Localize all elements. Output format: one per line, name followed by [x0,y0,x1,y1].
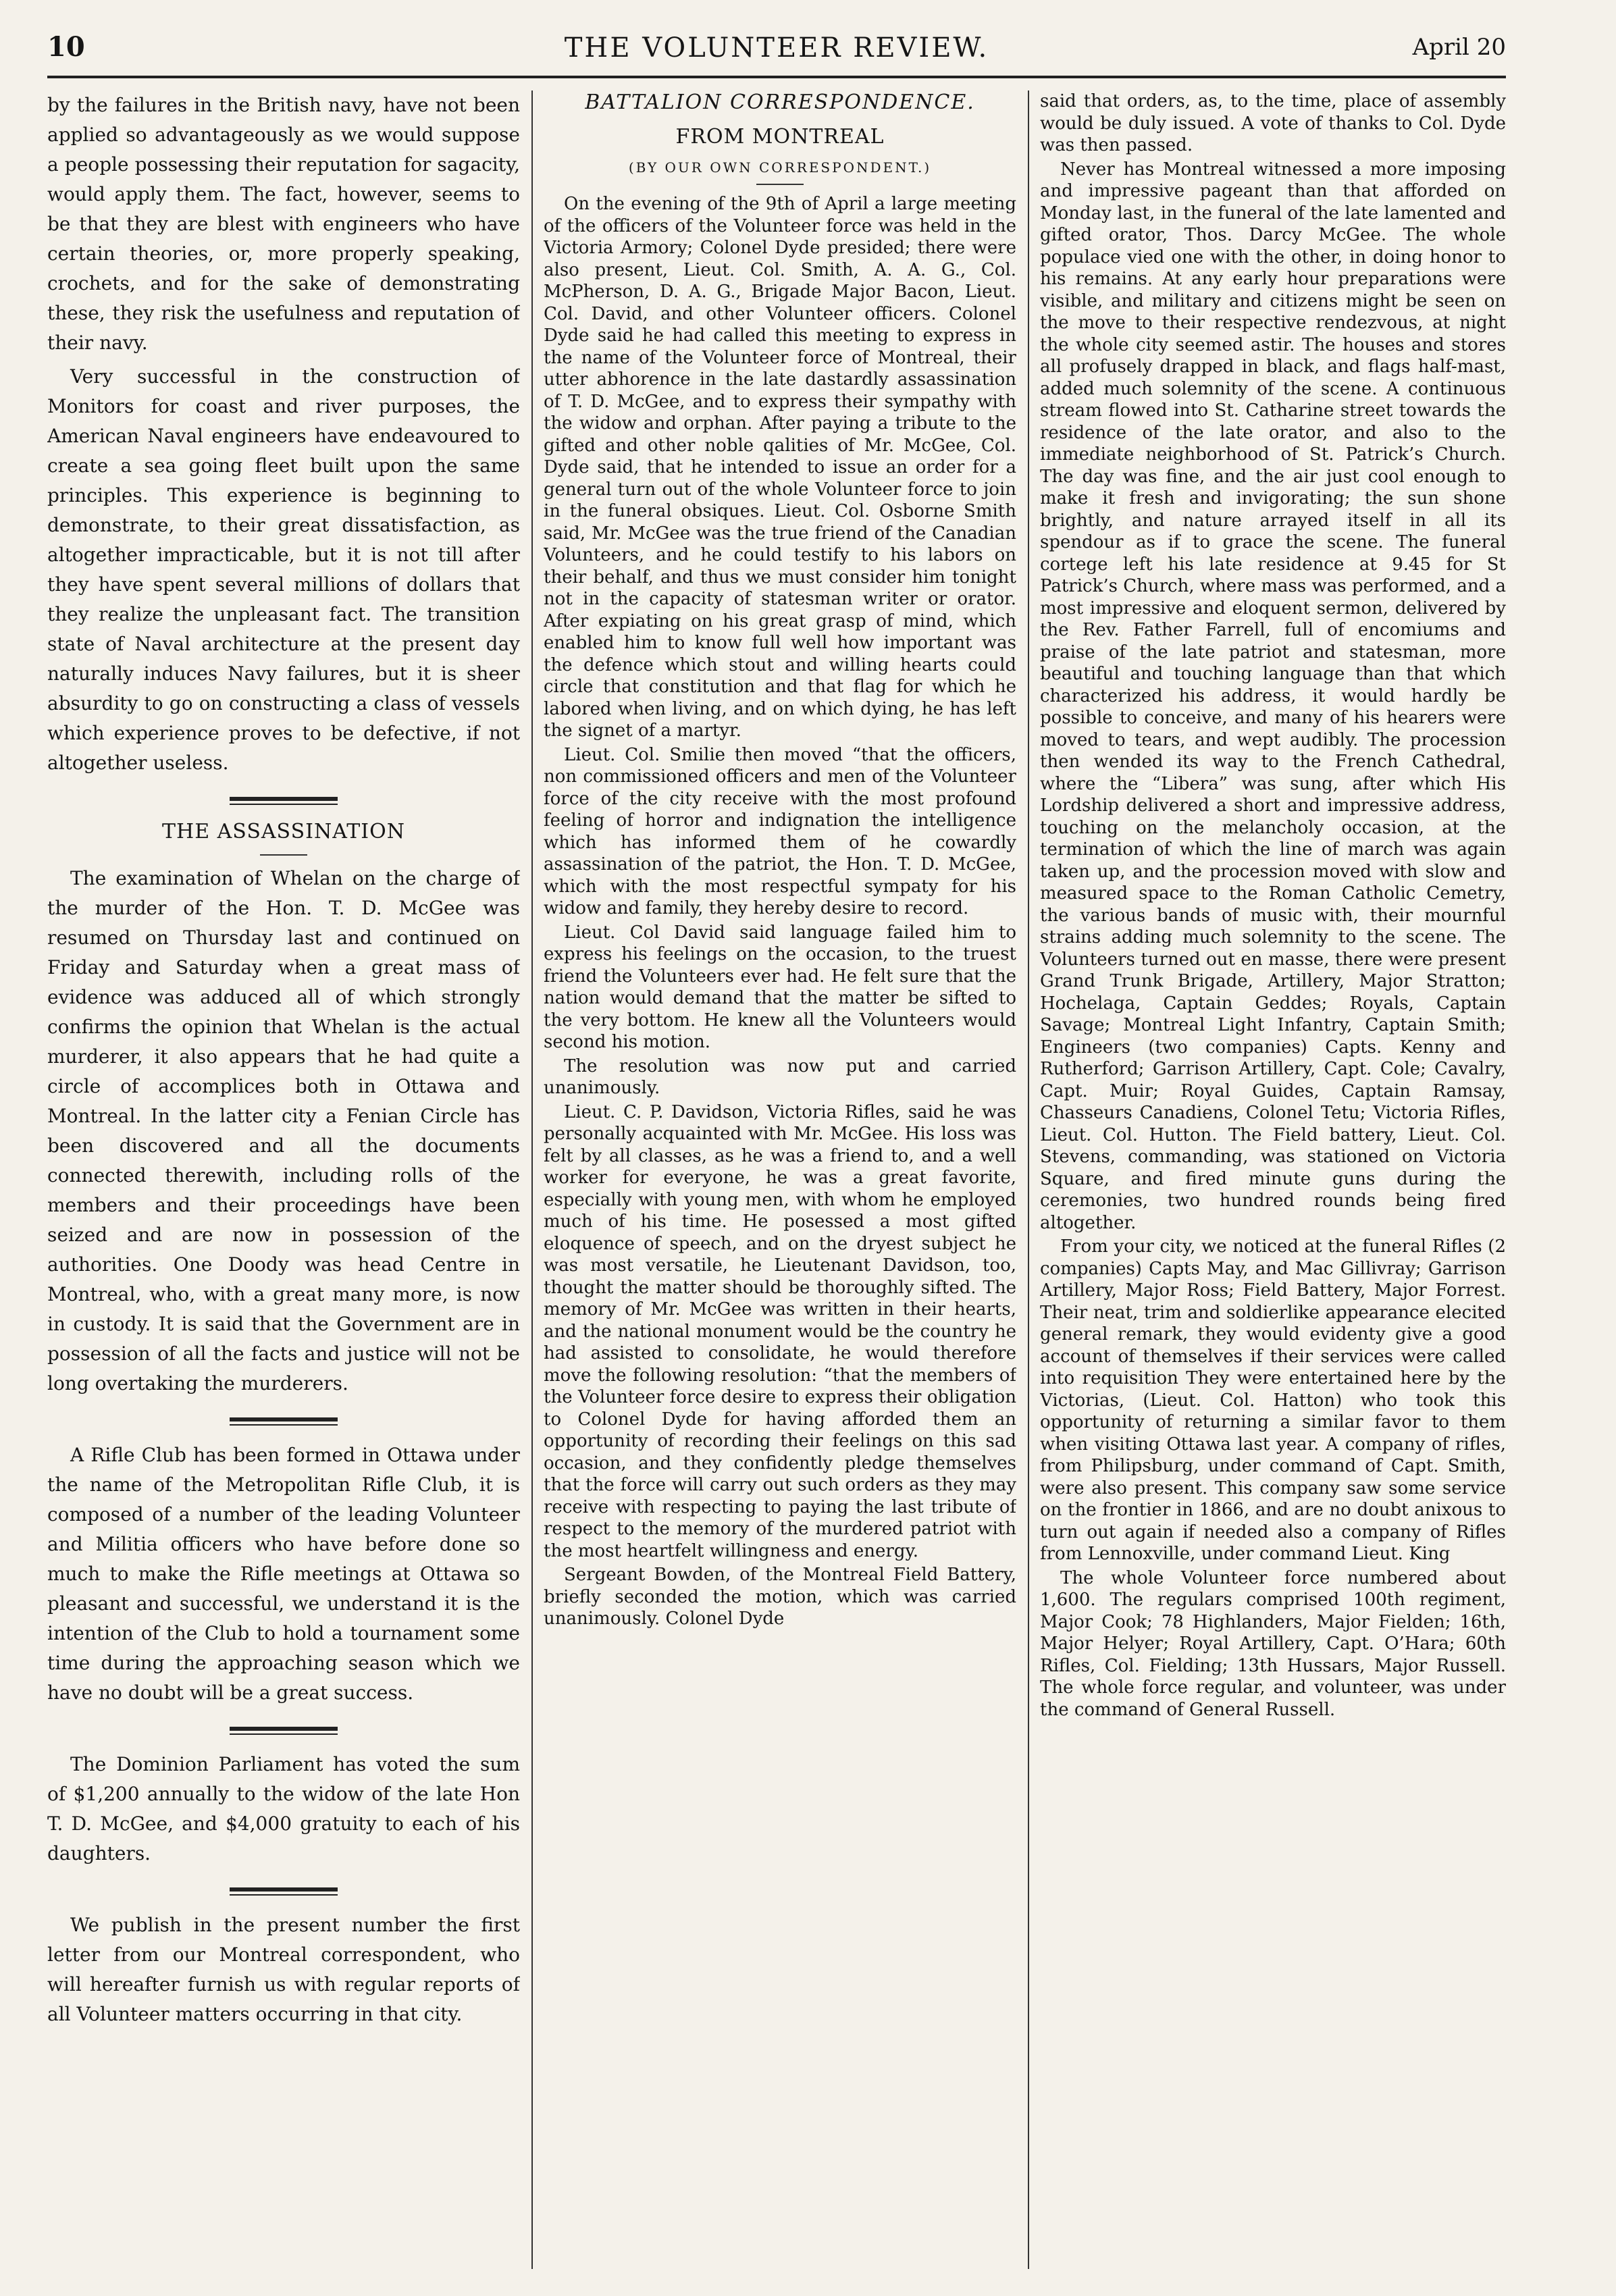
article-paragraph: The Dominion Parliament has voted the sum of $1,200 annually to the widow of the late Hon T. D. McGee, and $4,000 gratuity to each of his daughters. [47,1753,520,1864]
heading-rule [756,184,804,185]
article-paragraph: Sergeant Bowden, of the Montreal Field Battery, briefly seconded the motion, which was carried unanimously. Colonel Dyde [544,1565,1016,1629]
heading-rule [260,854,307,856]
issue-date: April 20 [1412,34,1506,61]
column-rule [531,90,533,2269]
section-divider [230,1887,338,1896]
section-heading: BATTALION CORRESPONDENCE. [585,90,975,114]
article-paragraph: Never has Montreal witnessed a more imposing and impressive pageant than that afforded on Monday last, in the funeral of the late lamented and gifted orator, Thos. Darcy McGee. The whole populace vied one with the other, in doing honor to his remains. At any early hour preparations were visible, and military and citizens might be seen on the move to their respective rendezvous, at night the whole city seemed astir. The houses and stores all profusely drapped in black, and flags half-mast, added much solemnity of the scene. A continuous stream flowed into St. Catharine street towards the residence of the late orator, and also to the immediate neighborhood of St. Patrick’s Church. The day was fine, and the air just cool enough to make it fresh and invigorating; the sun shone brightly, and nature arrayed itself in all its spendour as if to grace the scene. The funeral cortege left his late residence at 9.45 for St Patrick’s Church, where mass was performed, and a most impressive and eloquent sermon, delivered by the Rev. Father Farrell, full of encomiums and praise of the late patriot and statesman, more beautiful and touching language than that which characterized his address, it would hardly be possible to conceive, and many of his hearers were moved to tears, and wept audibly. The procession then wended its way to the French Cathedral, where the “Libera” was sung, after which His Lordship delivered a short and impressive address, touching on the melancholy occasion, at the termination of which the line of march was again taken up, and the procession moved with slow and measured space to the Roman Catholic Cemetry, the various bands of music with, their mournful strains adding much solemnity to the scene. The Volunteers turned out en masse, there were present Grand Trunk Brigade, Artillery, Major Stratton; Hochelaga, Captain Geddes; Royals, Captain Savage; Montreal Light Infantry, Captain Smith; Engineers (two companies) Capts. Kenny and Rutherford; Garrison Artillery, Capt. Cole; Cavalry, Capt. Muir; Royal Guides, Captain Ramsay, Chasseurs Canadiens, Colonel Tetu; Victoria Rifles, Lieut. Col. Hutton. The Field battery, Lieut. Col. Stevens, commanding, was stationed on Victoria Square, and fired minute guns during the ceremonies, two hundred rounds being fired altogether. [1040,159,1506,1233]
byline: (BY OUR OWN CORRESPONDENT.) [628,159,932,176]
column-middle [544,90,1016,2269]
section-divider [230,1727,338,1735]
article-paragraph: The whole Volunteer force numbered about 1,600. The regulars comprised 100th regiment, Major Cook; 78 Highlanders, Major Fielden; 16th, Major Helyer; Royal Artillery, Capt. O’Hara; 60th Rifles, Col. Fielding; 13th Hussars, Major Russell. The whole force regular, and volunteer, was under the command of General Russell. [1040,1567,1506,1720]
column-right [1040,90,1506,2269]
article-paragraph: We publish in the present number the first letter from our Montreal correspondent, who will hereafter furnish us with regular reports of all Volunteer matters occurring in that city. [47,1914,520,2025]
article-paragraph: On the evening of the 9th of April a large meeting of the officers of the Volunteer force was held in the Victoria Armory; Colonel Dyde presided; there were also present, Lieut. Col. Smith, A. A. G., Col. McPherson, D. A. G., Brigade Major Bacon, Lieut. Col. David, and other Volunteer officers. Colonel Dyde said he had called this meeting to express in the name of the Volunteer force of Montreal, their utter abhorence in the late dastardly assassination of T. D. McGee, and to express their sympathy with the widow and orphan. After paying a tribute to the gifted and other noble qalities of Mr. McGee, Col. Dyde said, that he intended to issue an order for a general turn out of the whole Volunteer force to join in the funeral obsiques. Lieut. Col. Osborne Smith said, Mr. McGee was the true friend of the Canadian Volunteers, and he could testify to his labors on their behalf, and thus we must consider him tonight not in the capacity of statesman writer or orator. After expiating on his great grasp of mind, which enabled him to know full well how important was the defence which stout and willing hearts could circle that constitution and that flag for which he labored when living, and on which dying, he has left the signet of a martyr. [544,194,1016,741]
article-paragraph: A Rifle Club has been formed in Ottawa under the name of the Metropolitan Rifle Club, it is composed of a number of the leading Volunteer and Militia officers who have before done so much to make the Rifle meetings at Ottawa so pleasant and successful, we understand it is the intention of the Club to hold a tournament some time during the approaching season which we have no doubt will be a great success. [47,1444,520,1704]
article-paragraph: said that orders, as, to the time, place of assembly would be duly issued. A vote of thanks to Col. Dyde was then passed. [1040,91,1506,155]
column-rule [1028,90,1029,2269]
page-header [47,27,1506,78]
section-divider [230,797,338,805]
article-paragraph: The resolution was now put and carried unanimously. [544,1055,1016,1098]
montreal-heading: FROM MONTREAL [675,125,885,149]
article-paragraph: Lieut. Col. Smilie then moved “that the officers, non commissioned officers and men of the Volunteer force of the city receive with the most profound feeling of horror and indignation the intelligence which has informed them of he cowardly assassination of the patriot, the Hon. T. D. McGee, which with the most respectful sympaty for his widow and family, they hereby desire to record. [544,744,1016,918]
article-paragraph: by the failures in the British navy, have not been applied so advantageously as we would suppose a people possessing their reputation for sagacity, would apply them. The fact, however, seems to be that they are blest with engineers who have certain theories, or, more properly speaking, crochets, and for the sake of demonstrating these, they risk the usefulness and reputation of their navy. [47,94,520,354]
article-paragraph: The examination of Whelan on the charge of the murder of the Hon. T. D. McGee was resumed on Thursday last and continued on Friday and Saturday when a great mass of evidence was adduced all of which strongly confirms the opinion that Whelan is the actual murderer, it also appears that he had quite a circle of accomplices both in Ottawa and Montreal. In the latter city a Fenian Circle has been discovered and all the documents connected therewith, including rolls of the members and their proceedings have been seized and are now in possession of the authorities. One Doody was head Centre in Montreal, who, with a great many more, is now in custody. It is said that the Government are in possession of all the facts and justice will not be long overtaking the murderers. [47,867,520,1394]
newspaper-page [47,27,1506,2269]
masthead: THE VOLUNTEER REVIEW. [564,32,989,63]
article-paragraph: Lieut. Col David said language failed him to express his feelings on the occasion, to the truest friend the Volunteers ever had. He felt sure that the nation would demand that the matter be sifted to the very bottom. He knew all the Volunteers would second his motion. [544,922,1016,1052]
section-divider [230,1417,338,1426]
article-paragraph: From your city, we noticed at the funeral Rifles (2 companies) Capts May, and Mac Gillivray; Garrison Artillery, Major Ross; Field Battery, Major Forrest. Their neat, trim and soldierlike appearance elecited general remark, they would evidenty give a good account of themselves if their services were called into requisition They were entertained here by the Victorias, (Lieut. Col. Hatton) who took this opportunity of returning a similar favor to them when visiting Ottawa last year. A company of rifles, from Philipsburg, under command of Capt. Smith, were also present. This company saw some service on the frontier in 1866, and are no doubt anixous to turn out again if needed also a company of Rifles from Lennoxville, under command Lieut. King [1040,1236,1506,1564]
article-paragraph: Very successful in the construction of Monitors for coast and river purposes, the American Naval engineers have endeavoured to create a sea going fleet built upon the same principles. This experience is beginning to demonstrate, to their great dissatisfaction, as altogether impracticable, but it is not till after they have spent several millions of dollars that they realize the unpleasant fact. The transition state of Naval architecture at the present day naturally induces Navy failures, but it is sheer absurdity to go on constructing a class of vessels which experience proves to be defective, if not altogether useless. [47,365,520,774]
assassination-heading: THE ASSASSINATION [162,820,405,843]
column-left [47,90,520,2269]
page-number: 10 [47,31,85,63]
columns [47,90,1506,2269]
article-paragraph: Lieut. C. P. Davidson, Victoria Rifles, said he was personally acquainted with Mr. McGee. His loss was felt by all classes, as he was a friend to, and a well worker for everyone, he was a great favorite, especially with young men, with whom he employed much of his time. He posessed a most gifted eloquence of speech, and on the dryest subject he was most versatile, he Lieutenant Davidson, too, thought the matter should be thoroughly sifted. The memory of Mr. McGee was written in their hearts, and the national monument would be the country he had assisted to consolidate, he would therefore move the following resolution: “that the members of the Volunteer force desire to express their obligation to Colonel Dyde for having afforded them an opportunity of recording their feelings on this sad occasion, and they confidently pledge themselves that the force will carry out such orders as they may receive with respecting to paying the last tribute of respect to the memory of the murdered patriot with the most heartfelt willingness and energy. [544,1101,1016,1561]
